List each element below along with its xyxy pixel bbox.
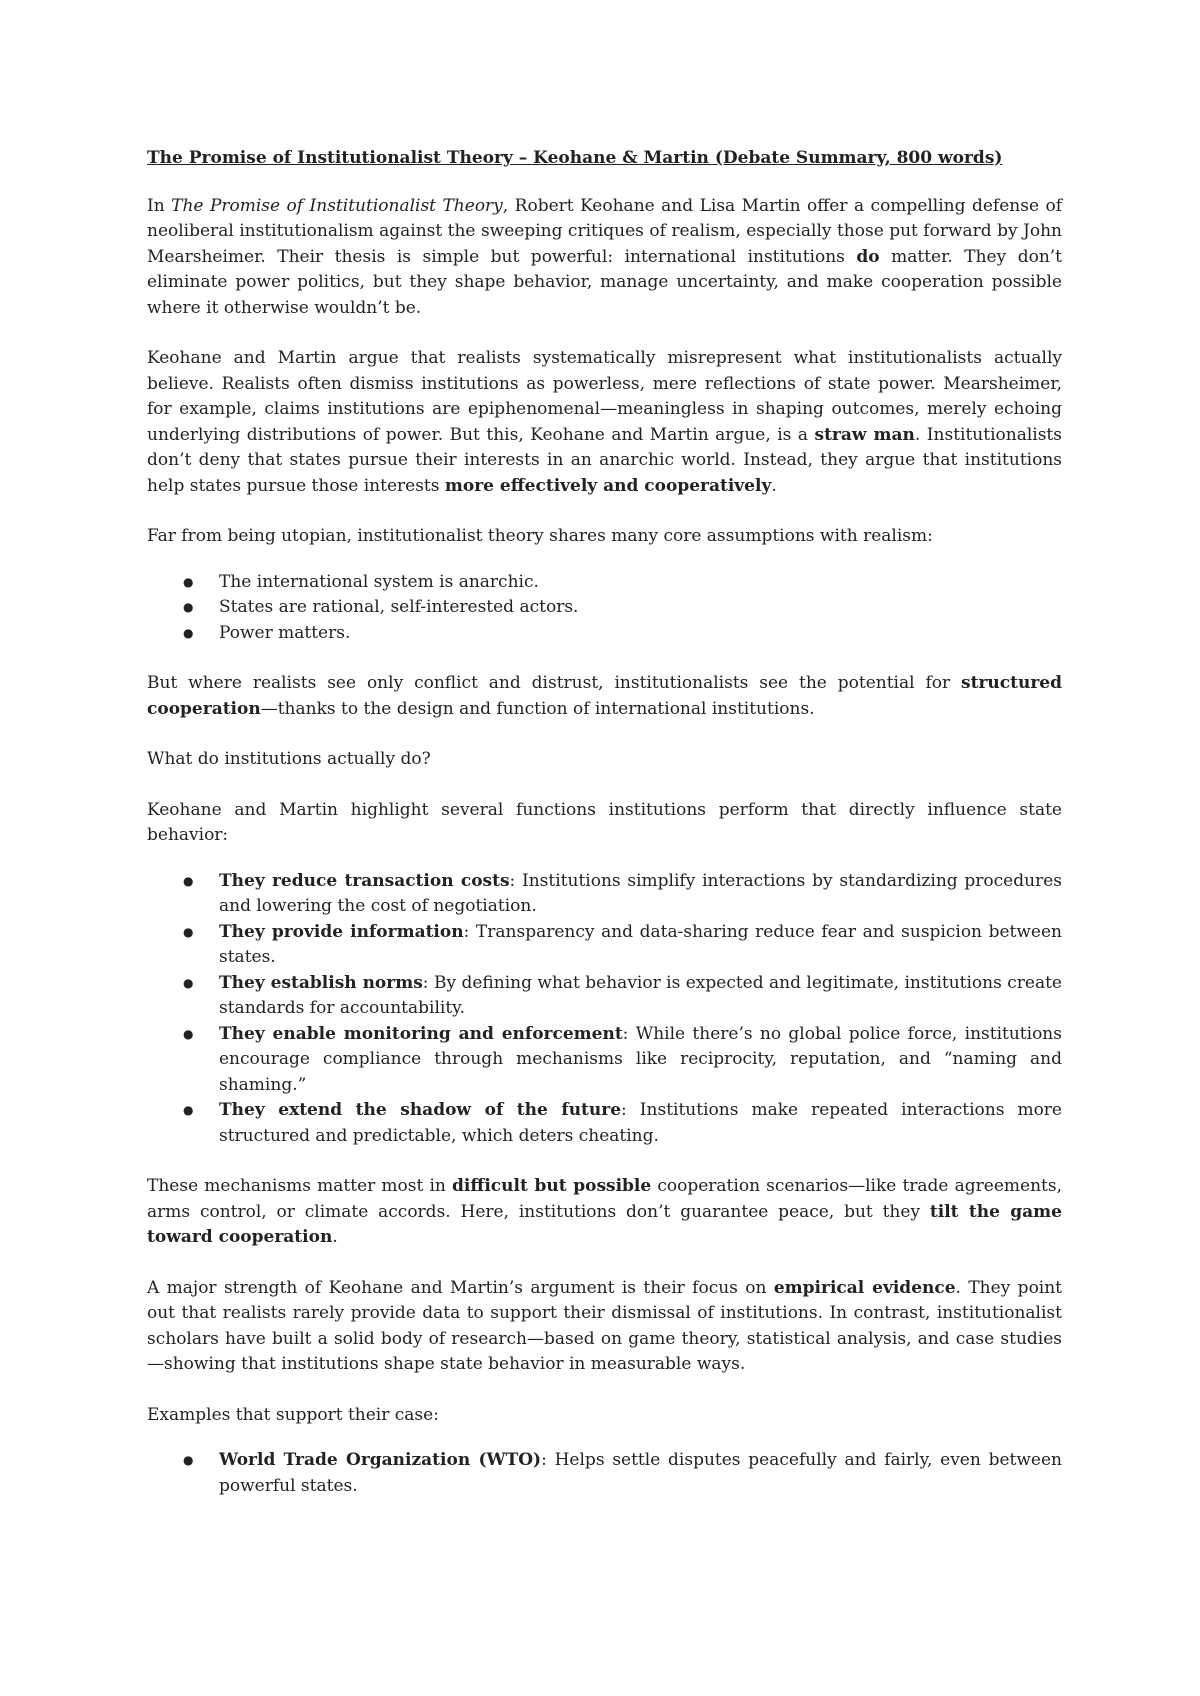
document-page bbox=[147, 146, 1062, 1524]
list-item: ● They establish norms: By defining what behavior is expected and legitimate, institutions create standards for accountability. bbox=[147, 971, 1062, 1022]
paragraph-structured-cooperation: But where realists see only conflict and distrust, institutionalists see the potential for structured cooperation—thanks to the design and function of international institutions. bbox=[147, 673, 1062, 719]
paragraph-empirical-evidence: A major strength of Keohane and Martin’s argument is their focus on empirical evidence. They point out that realists rarely provide data to support their dismissal of institutions. In contrast, institutionalist scholars have built a solid body of research—based on game theory, statistical analysis, and case studies—showing that institutions shape state behavior in measurable ways. bbox=[147, 1277, 1063, 1374]
functions-list bbox=[147, 869, 1062, 1150]
list-item: ● They enable monitoring and enforcement: While there’s no global police force, institutions encourage compliance through mechanisms like reciprocity, reputation, and “naming and shaming.” bbox=[147, 1022, 1062, 1099]
list-item: ● They reduce transaction costs: Institutions simplify interactions by standardizing procedures and lowering the cost of negotiation. bbox=[147, 869, 1062, 920]
document-title: The Promise of Institutionalist Theory – Keohane & Martin (Debate Summary, 800 words) bbox=[147, 148, 1003, 168]
list-item: ● The international system is anarchic. bbox=[147, 570, 1062, 596]
list-item: ● Power matters. bbox=[147, 621, 1062, 647]
paragraph-question: What do institutions actually do? bbox=[147, 749, 431, 769]
paragraph-examples-intro: Examples that support their case: bbox=[147, 1404, 439, 1425]
paragraph-intro: In The Promise of Institutionalist Theory, Robert Keohane and Lisa Martin offer a compelling defense of neoliberal institutionalism against the sweeping critiques of realism, especially those put forward by John Mearsheimer. Their thesis is simple but powerful: international institutions do matter. They don’t eliminate power politics, but they shape behavior, manage uncertainty, and make cooperation possible where it otherwise wouldn’t be. bbox=[147, 195, 1063, 318]
list-item: ● They extend the shadow of the future: Institutions make repeated interactions more structured and predictable, which deters cheating. bbox=[147, 1098, 1062, 1149]
paragraph-assumptions: Far from being utopian, institutionalist theory shares many core assumptions with realism: bbox=[147, 526, 933, 546]
list-item: ● They provide information: Transparency and data-sharing reduce fear and suspicion between states. bbox=[147, 920, 1062, 971]
assumptions-list bbox=[147, 570, 1062, 647]
paragraph-functions-intro: Keohane and Martin highlight several functions institutions perform that directly influence state behavior: bbox=[147, 799, 1062, 845]
list-item: ● World Trade Organization (WTO): Helps settle disputes peacefully and fairly, even between powerful states. bbox=[147, 1448, 1062, 1499]
paragraph-straw-man: Keohane and Martin argue that realists systematically misrepresent what institutionalists actually believe. Realists often dismiss institutions as powerless, mere reflections of state power. Mearsheimer, for example, claims institutions are epiphenomenal—meaningless in shaping outcomes, merely echoing underlying distributions of power. But this, Keohane and Martin argue, is a straw man. Institutionalists don’t deny that states pursue their interests in an anarchic world. Instead, they argue that institutions help states pursue those interests more effectively and cooperatively. bbox=[147, 348, 1062, 496]
list-item: ● States are rational, self-interested actors. bbox=[147, 595, 1062, 621]
paragraph-mechanisms: These mechanisms matter most in difficult but possible cooperation scenarios—like trade agreements, arms control, or climate accords. Here, institutions don’t guarantee peace, but they tilt the game toward cooperation. bbox=[147, 1176, 1062, 1247]
examples-list bbox=[147, 1448, 1062, 1499]
